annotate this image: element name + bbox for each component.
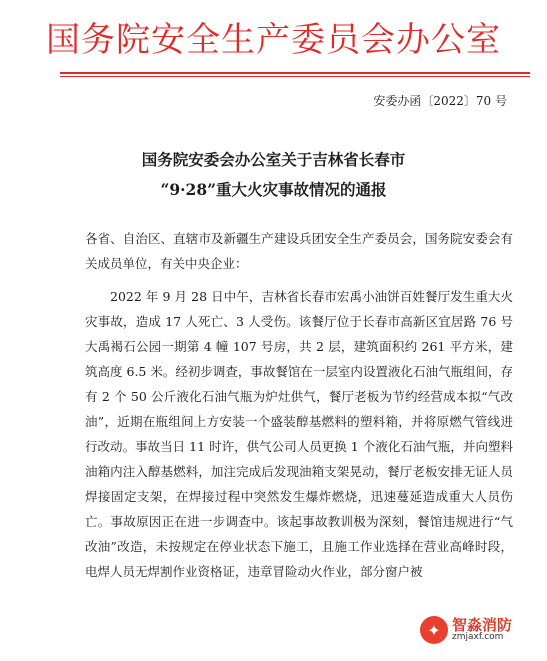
document-title-line-1: 国务院安委会办公室关于吉林省长春市 <box>141 150 406 169</box>
watermark-logo <box>420 608 540 652</box>
document-title-line-2: “9·28”重大火灾事故情况的通报 <box>160 180 387 199</box>
document-number: 安委办函〔2022〕70 号 <box>373 94 507 108</box>
watermark-url: zmjaxf.com <box>452 632 504 643</box>
letterhead-title: 国务院安全生产委员会办公室 <box>46 20 501 60</box>
flame-logo-icon: ✦ <box>420 616 448 644</box>
salutation: 各省、自治区、直辖市及新疆生产建设兵团安全生产委员会，国务院安委会有关成员单位，有关中央企业： <box>85 231 513 271</box>
letterhead-rule <box>60 72 530 74</box>
body-paragraph: 2022 年 9 月 28 日中午，吉林省长春市宏禹小油饼百姓餐厅发生重大火灾事故，造成 17 人死亡、3 人受伤。该餐厅位于长春市高新区宜居路 76 号大禹褐石公园一期第 4 幢 107 号房，共 2 层，建筑面积约 261 平方米，建筑高度 6.5 米。经初步调查，事故餐馆在一层室内设置液化石油气瓶组间，存有 2 个 50 公斤液化石油气瓶为炉灶供气，餐厅老板为节约经营成本拟“气改油”，近期在瓶组间上方安装一个盛装醇基燃料的塑料箱，并将原燃气管线进行改动。事故当日 11 时许，供气公司人员更换 1 个液化石油气瓶，并向塑料油箱内注入醇基燃料，加注完成后发现油箱支架晃动，餐厅老板安排无证人员焊接固定支架，在焊接过程中突然发生爆炸燃烧，迅速蔓延造成重大人员伤亡。事故原因正在进一步调查中。该起事故教训极为深刻，餐馆违规进行“气改油”改造，未按规定在停业状态下施工，且施工作业选择在营业高峰时段，电焊人员无焊割作业资格证，违章冒险动火作业，部分窗户被 <box>85 289 513 579</box>
letterhead-rule-thin <box>60 76 530 77</box>
watermark-name: 智淼消防 <box>452 615 513 634</box>
